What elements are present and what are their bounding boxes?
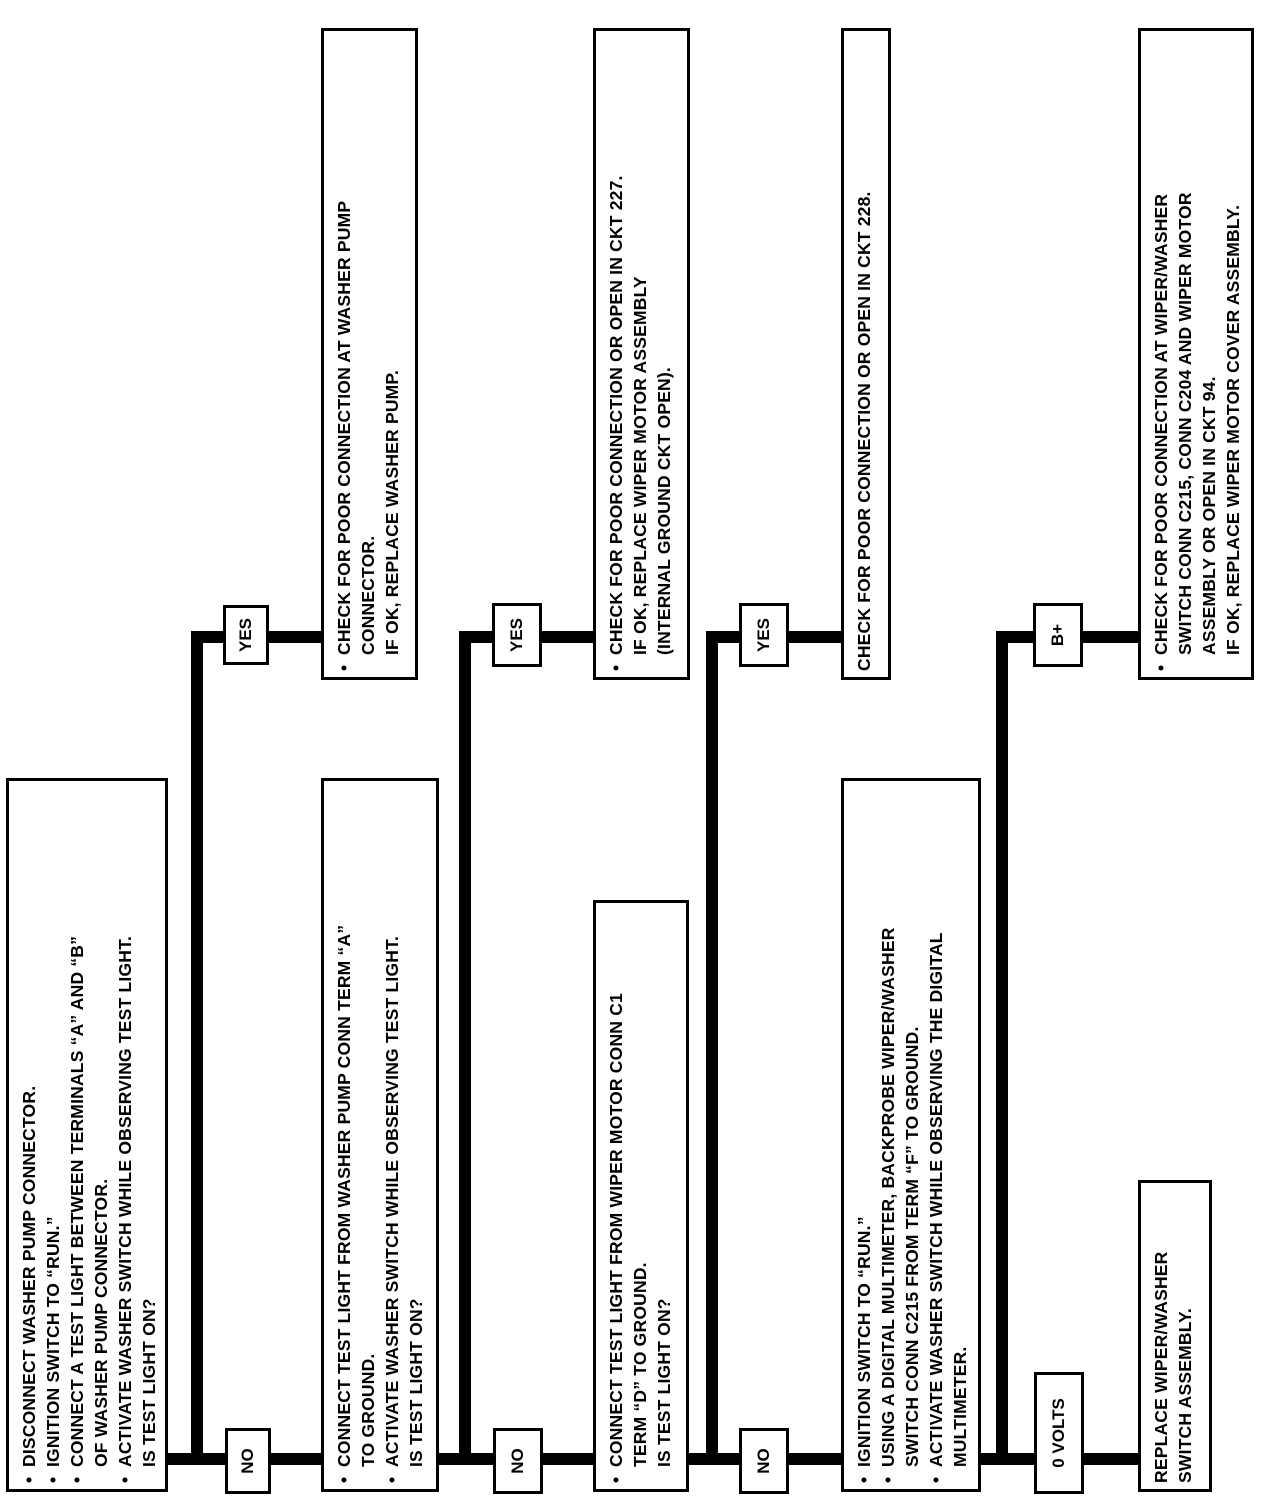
connector-trunk-4 bbox=[996, 631, 1008, 1465]
step4-zero-volts-line-2: SWITCH ASSEMBLY. bbox=[1175, 1308, 1195, 1483]
step2-yes-line-3: (INTERNAL GROUND CKT OPEN). bbox=[654, 367, 674, 655]
step1-yes-text: YES bbox=[236, 617, 255, 653]
step1-no-label bbox=[225, 1428, 271, 1494]
step1-line-6: IS TEST LIGHT ON? bbox=[139, 1298, 159, 1467]
step3-no-label bbox=[739, 1428, 789, 1494]
step4-zero-volts-label bbox=[1034, 1372, 1084, 1494]
step2-yes-line-2: IF OK, REPLACE WIPER MOTOR ASSEMBLY bbox=[630, 276, 650, 655]
connector-trunk-3 bbox=[706, 631, 718, 1465]
step1-line-4: OF WASHER PUMP CONNECTOR. bbox=[91, 1178, 111, 1467]
step1-yes-box bbox=[321, 28, 418, 680]
step4-line-4: • ACTIVATE WASHER SWITCH WHILE OBSERVING THE DIGITAL bbox=[924, 793, 948, 1483]
step2-line-1: • CONNECT TEST LIGHT FROM WASHER PUMP CONN TERM “A” bbox=[332, 793, 356, 1483]
step2-line-4: IS TEST LIGHT ON? bbox=[406, 1298, 426, 1467]
step2-no-label bbox=[493, 1428, 543, 1494]
step3-yes-label bbox=[739, 603, 789, 667]
step4-bplus-box bbox=[1138, 28, 1254, 680]
step1-yes-line-2: CONNECTOR. bbox=[358, 535, 378, 655]
step1-line-1: • DISCONNECT WASHER PUMP CONNECTOR. bbox=[17, 793, 41, 1483]
step1-no-text: NO bbox=[238, 1448, 257, 1474]
step4-line-2: • USING A DIGITAL MULTIMETER, BACKPROBE WIPER/WASHER bbox=[876, 793, 900, 1483]
step4-box bbox=[841, 778, 981, 1492]
step4-bplus-line-2: SWITCH CONN C215, CONN C204 AND WIPER MOTOR bbox=[1175, 192, 1195, 655]
step2-no-text: NO bbox=[508, 1448, 527, 1474]
step2-yes-label bbox=[492, 603, 542, 667]
step1-yes-line-1: • CHECK FOR POOR CONNECTION AT WASHER PUMP bbox=[332, 43, 356, 671]
step4-bplus-text: B+ bbox=[1048, 623, 1067, 647]
step3-line-3: IS TEST LIGHT ON? bbox=[654, 1298, 674, 1467]
step2-yes-box bbox=[593, 28, 690, 680]
connector-trunk-2 bbox=[459, 631, 471, 1465]
step4-line-3: SWITCH CONN C215 FROM TERM “F” TO GROUND. bbox=[902, 1026, 922, 1467]
step2-yes-text: YES bbox=[507, 617, 526, 653]
step3-line-2: TERM “D” TO GROUND. bbox=[630, 1262, 650, 1467]
step1-line-3: • CONNECT A TEST LIGHT BETWEEN TERMINALS “A” AND “B” bbox=[65, 793, 89, 1483]
step1-box bbox=[6, 778, 168, 1492]
step4-bplus-line-1: • CHECK FOR POOR CONNECTION AT WIPER/WASHER bbox=[1149, 43, 1173, 671]
step1-yes-line-3: IF OK, REPLACE WASHER PUMP. bbox=[382, 369, 402, 655]
step2-box bbox=[321, 778, 439, 1492]
step3-yes-text: YES bbox=[754, 617, 773, 653]
step4-bplus-label bbox=[1033, 603, 1083, 667]
step2-yes-line-1: • CHECK FOR POOR CONNECTION OR OPEN IN CKT 227. bbox=[604, 43, 628, 671]
step4-zero-volts-text: 0 VOLTS bbox=[1049, 1398, 1068, 1468]
step3-no-text: NO bbox=[754, 1448, 773, 1474]
step3-yes-line-1: CHECK FOR POOR CONNECTION OR OPEN IN CKT 228. bbox=[854, 191, 874, 671]
step4-bplus-line-4: IF OK, REPLACE WIPER MOTOR COVER ASSEMBLY. bbox=[1223, 204, 1243, 655]
step3-box bbox=[593, 900, 689, 1492]
step2-line-3: • ACTIVATE WASHER SWITCH WHILE OBSERVING TEST LIGHT. bbox=[380, 793, 404, 1483]
step4-line-5: MULTIMETER. bbox=[950, 1346, 970, 1467]
step2-line-2: TO GROUND. bbox=[358, 1353, 378, 1467]
step1-line-5: • ACTIVATE WASHER SWITCH WHILE OBSERVING TEST LIGHT. bbox=[113, 793, 137, 1483]
step4-bplus-line-3: ASSEMBLY OR OPEN IN CKT 94. bbox=[1199, 376, 1219, 655]
step1-line-2: • IGNITION SWITCH TO “RUN.” bbox=[41, 793, 65, 1483]
connector-trunk-1 bbox=[191, 631, 203, 1465]
step4-line-1: • IGNITION SWITCH TO “RUN.” bbox=[852, 793, 876, 1483]
step1-yes-label bbox=[223, 605, 269, 665]
step4-zero-volts-line-1: REPLACE WIPER/WASHER bbox=[1151, 1251, 1171, 1483]
step3-yes-box bbox=[841, 28, 891, 680]
step4-zero-volts-box bbox=[1138, 1180, 1212, 1492]
step3-line-1: • CONNECT TEST LIGHT FROM WIPER MOTOR CONN C1 bbox=[604, 915, 628, 1483]
